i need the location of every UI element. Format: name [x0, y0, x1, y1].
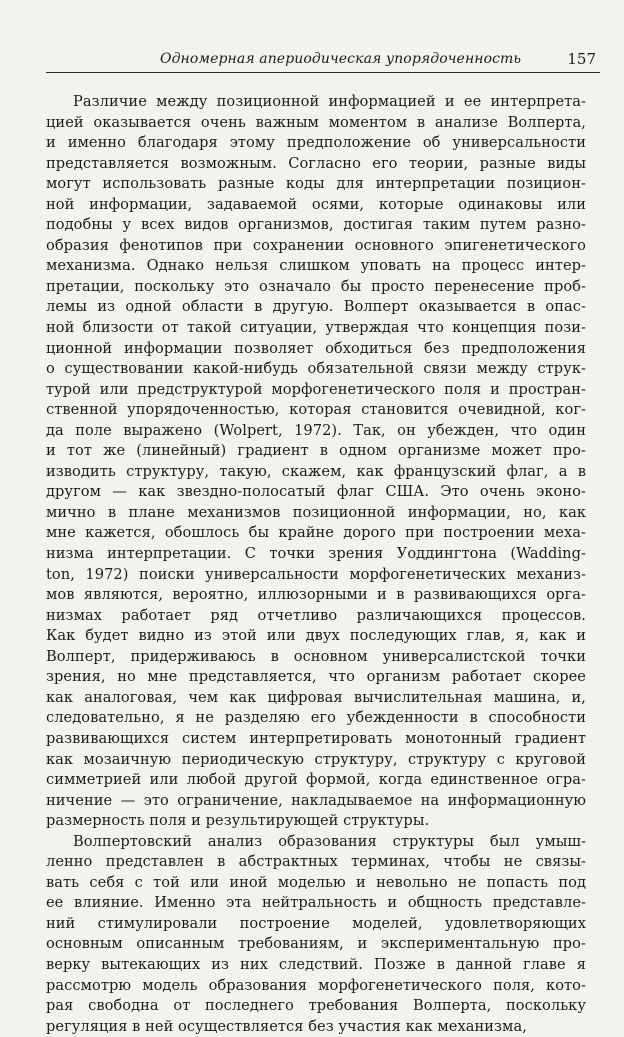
running-head [46, 46, 600, 73]
text-line: основным описанным требованиям, и экспериментальную про- [46, 935, 586, 953]
text-line: лемы из одной области в другую. Волперт оказывается в опас- [46, 298, 586, 316]
text-line: подобны у всех видов организмов, достигая таким путем разно- [46, 216, 586, 234]
text-line: как аналоговая, чем как цифровая вычислительная машина, и, [46, 688, 586, 706]
text-line: ничение — это ограничение, накладываемое на информационную [46, 791, 586, 809]
text-line: и тот же (линейный) градиент в одном организме может про- [46, 442, 586, 460]
text-line: размерность поля и результирующей структуры. [46, 812, 430, 830]
text-line: как мозаичную периодическую структуру, структуру с круговой [46, 750, 586, 768]
page-number: 157 [567, 50, 596, 68]
text-line: регуляция в ней осуществляется без участия как механизма, [46, 1017, 527, 1035]
text-line: механизма. Однако нельзя слишком уповать на процесс интер- [46, 257, 586, 275]
text-line: мне кажется, обошлось бы крайне дорого при построении меха- [46, 524, 586, 542]
text-line: ton, 1972) поиски универсальности морфогенетических механиз- [46, 565, 586, 583]
text-line: рая свободна от последнего требования Волперта, поскольку [46, 997, 586, 1015]
paragraph-1 [46, 92, 586, 832]
text-line: турой или предструктурой морфогенетического поля и простран- [46, 380, 586, 398]
running-title: Одномерная апериодическая упорядоченность [160, 51, 522, 67]
text-line: Различие между позиционной информацией и ее интерпрета- [73, 93, 586, 110]
text-line: образия фенотипов при сохранении основного эпигенетического [46, 236, 586, 254]
text-line: ний стимулировали построение моделей, удовлетворяющих [46, 914, 586, 932]
text-line: вать себя с той или иной моделью и невольно не попасть под [46, 873, 586, 891]
text-line: рассмотрю модель образования морфогенетического поля, кото- [46, 976, 586, 994]
text-line: представляется возможным. Согласно его теории, разные виды [46, 154, 586, 172]
text-line: симметрией или любой другой формой, когда единственное огра- [46, 771, 586, 789]
text-line: ционной информации позволяет обходиться без предположения [46, 339, 586, 357]
text-line: мов являются, вероятно, иллюзорными и в развивающихся орга- [46, 586, 586, 604]
text-line: претации, поскольку это означало бы просто перенесение проб- [46, 277, 586, 295]
text-line: Волперт, придерживаюсь в основном универсалистской точки [46, 647, 586, 665]
text-line: низмах работает ряд отчетливо различающихся процессов. [46, 606, 586, 624]
text-line: другом — как звездно-полосатый флаг США. Это очень эконо- [46, 483, 586, 501]
text-line: верку вытекающих из них следствий. Позже в данной главе я [46, 955, 586, 973]
text-line: ной близости от такой ситуации, утверждая что концепция пози- [46, 319, 586, 337]
text-line: ее влияние. Именно эта нейтральность и общность представле- [46, 894, 586, 912]
text-line: изводить структуру, такую, скажем, как французский флаг, а в [46, 462, 586, 480]
text-line: следовательно, я не разделяю его убежденности в способности [46, 709, 586, 727]
text-line: низма интерпретации. С точки зрения Уоддингтона (Wadding- [46, 545, 586, 563]
text-line: Волпертовский анализ образования структуры был умыш- [73, 832, 586, 850]
text-line: зрения, но мне представляется, что организм работает скорее [46, 668, 586, 686]
text-line: ственной упорядоченностью, которая становится очевидной, ког- [46, 401, 586, 419]
text-line: мично в плане механизмов позиционной информации, но, как [46, 503, 586, 521]
body-text [46, 92, 586, 1037]
text-line: о существовании какой-нибудь обязательной связи между струк- [46, 360, 586, 378]
text-line: ленно представлен в абстрактных терминах, чтобы не связы- [46, 853, 586, 871]
text-line: да поле выражено (Wolpert, 1972). Так, он убежден, что один [46, 421, 586, 439]
text-line: Как будет видно из этой или двух последующих глав, я, как и [46, 627, 586, 645]
text-line: развивающихся систем интерпретировать монотонный градиент [46, 729, 586, 747]
text-line: ной информации, задаваемой осями, которые одинаковы или [46, 195, 586, 213]
paragraph-2 [46, 832, 586, 1037]
text-line: и именно благодаря этому предположение об универсальности [46, 134, 586, 152]
text-line: цией оказывается очень важным моментом в анализе Волперта, [46, 113, 586, 131]
text-line: могут использовать разные коды для интерпретации позицион- [46, 175, 586, 193]
